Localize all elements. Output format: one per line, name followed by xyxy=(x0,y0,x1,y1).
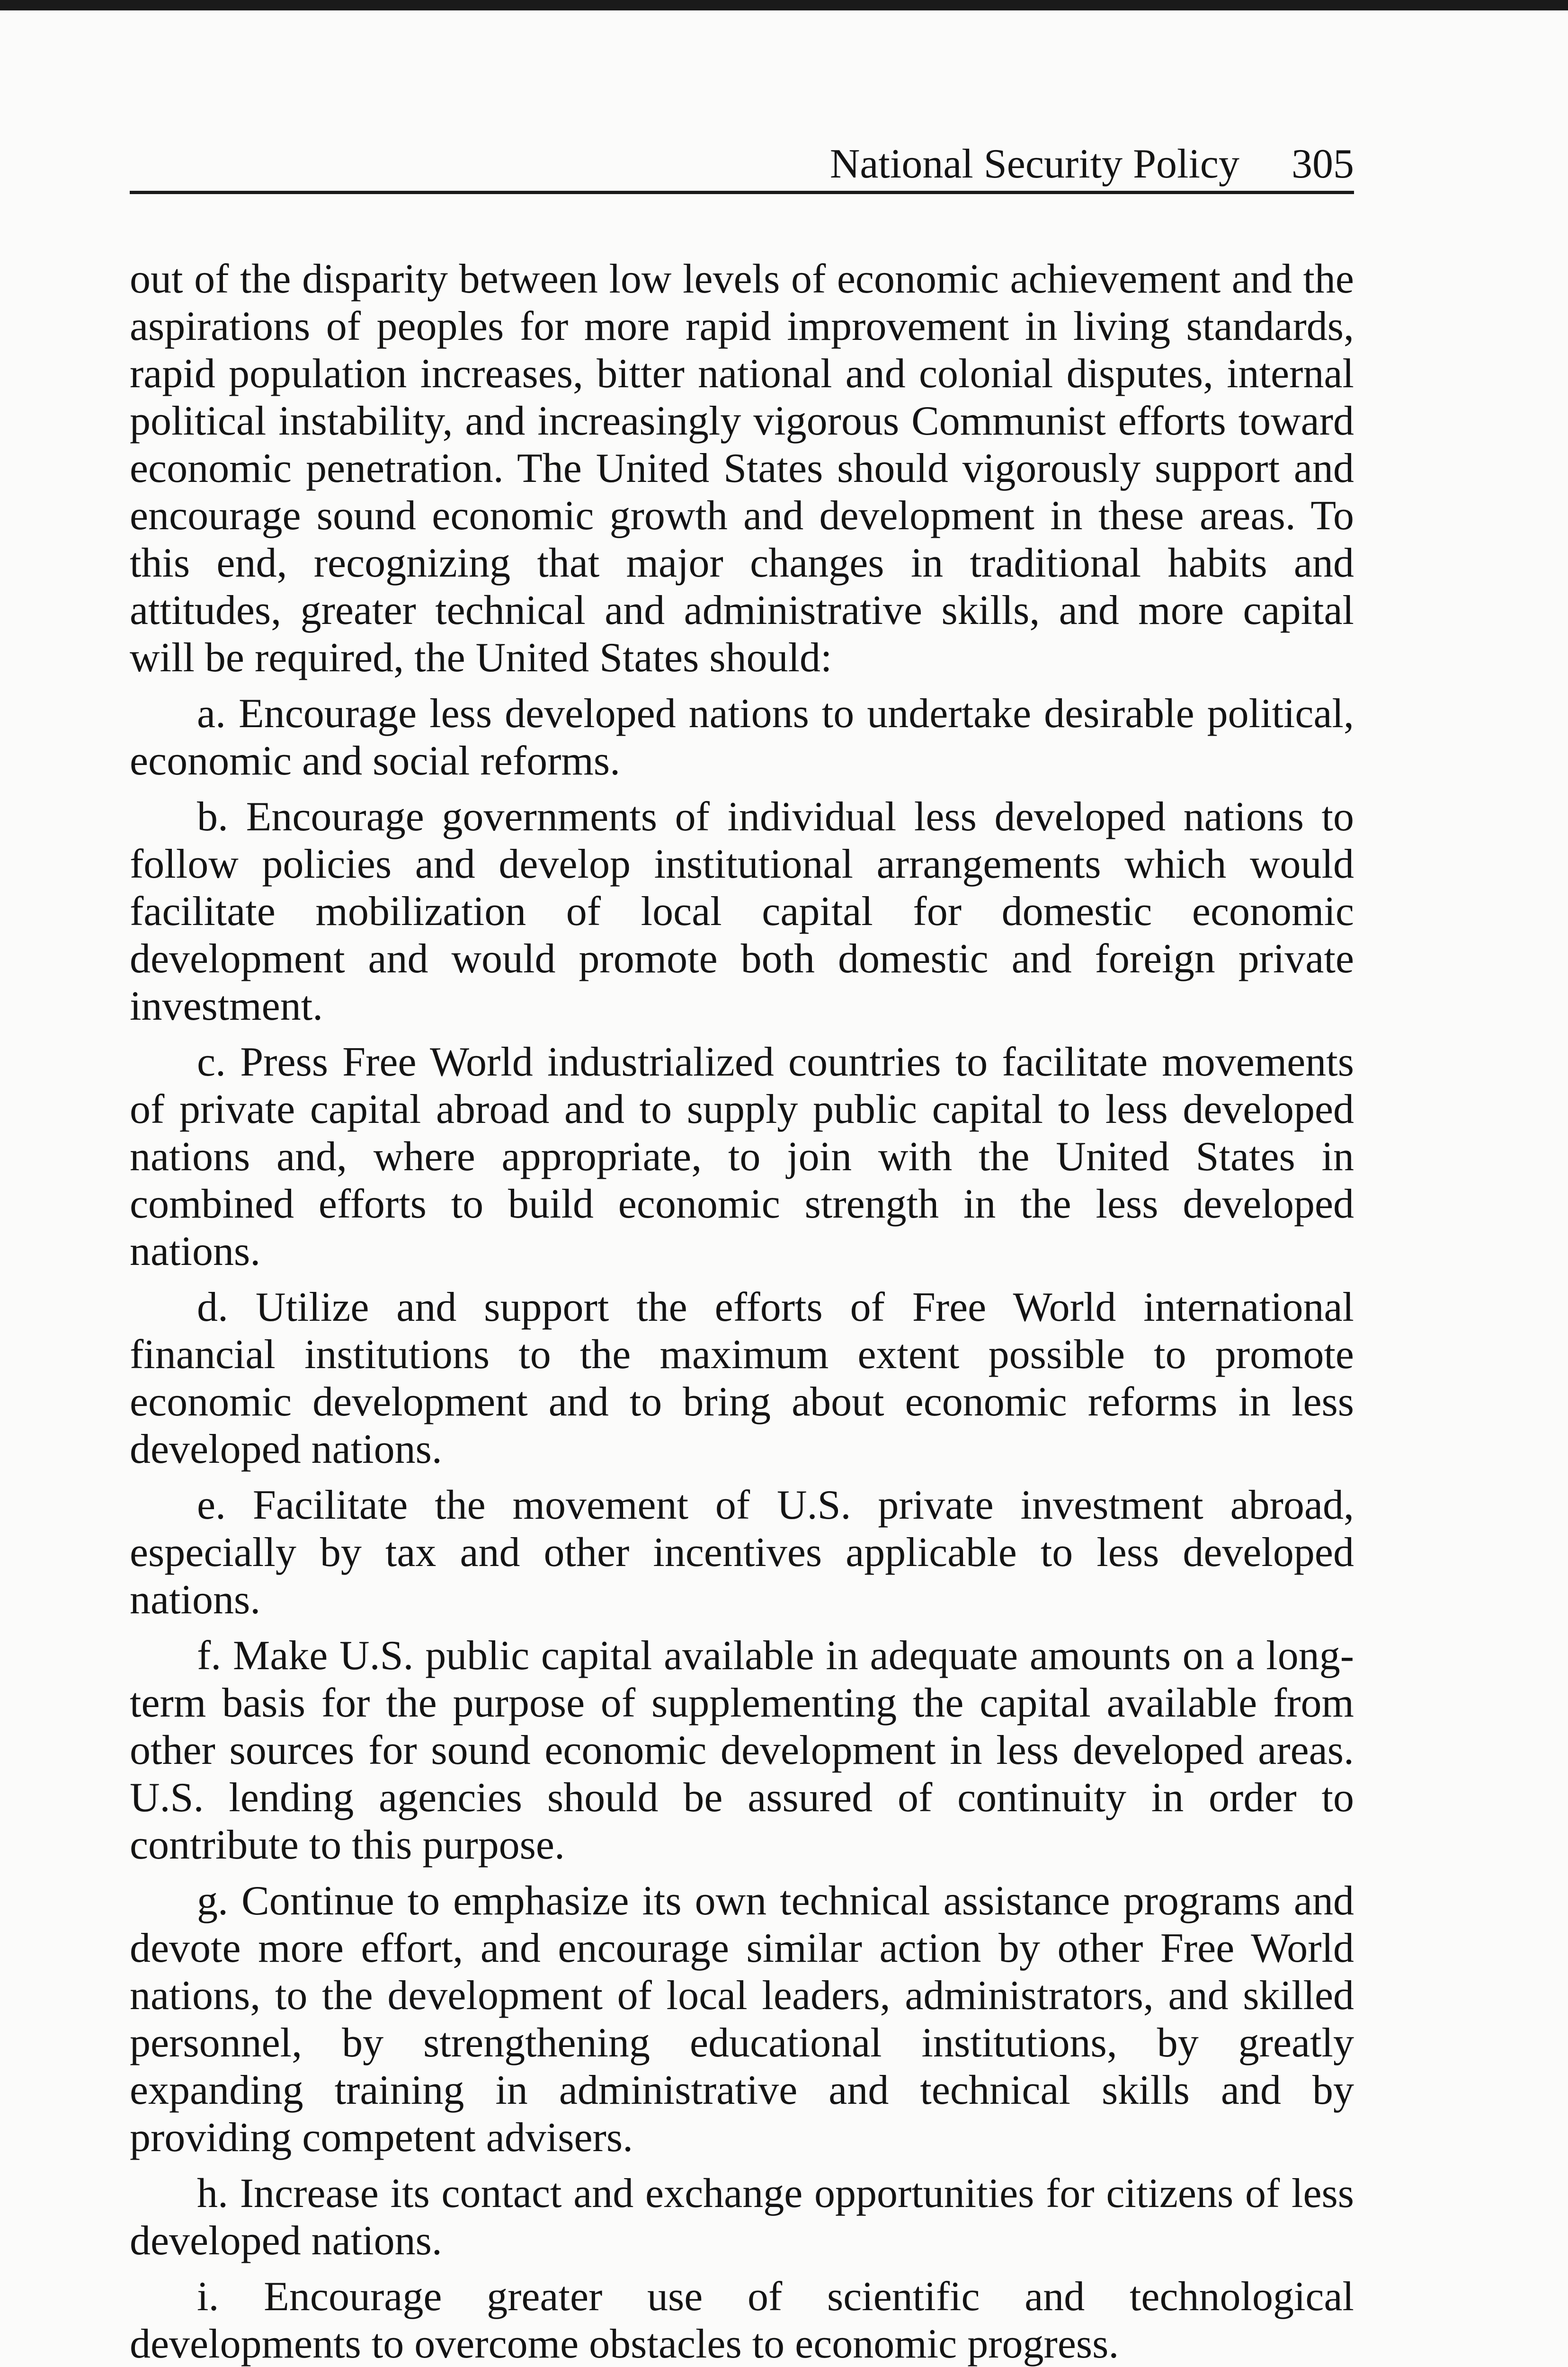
list-item-i: i. Encourage greater use of scientific and technological developments to overcome obstacles to economic progress. xyxy=(130,2274,1354,2367)
list-item-c: c. Press Free World industrialized countries to facilitate movements of private capital abroad and to supply public capital to less developed nations and, where appropriate, to join with the United States in combined efforts to build economic strength in the less developed nations. xyxy=(130,1039,1354,1274)
page-top-edge xyxy=(0,0,1568,10)
list-item-f: f. Make U.S. public capital available in adequate amounts on a long-term basis for the purpose of supplementing the capital available from other sources for sound economic development in less developed areas. U.S. lending agencies should be assured of continuity in order to contribute to this purpose. xyxy=(130,1633,1354,1868)
intro-paragraph: out of the disparity between low levels of economic achievement and the aspirations of peoples for more rapid improvement in living standards, rapid population increases, bitter national and colonial disputes, internal political instability, and increasingly vigorous Communist efforts toward economic penetration. The United States should vigorously support and encourage sound economic growth and development in these areas. To this end, recognizing that major changes in traditional habits and attitudes, greater technical and administrative skills, and more capital will be required, the United States should: xyxy=(130,256,1354,681)
page-number: 305 xyxy=(1292,141,1354,187)
body-text xyxy=(130,256,1354,2367)
list-item-a: a. Encourage less developed nations to undertake desirable political, economic and social reforms. xyxy=(130,691,1354,784)
list-item-h: h. Increase its contact and exchange opportunities for citizens of less developed nations. xyxy=(130,2171,1354,2264)
list-item-e: e. Facilitate the movement of U.S. private investment abroad, especially by tax and other incentives applicable to less developed nations. xyxy=(130,1482,1354,1623)
list-item-d: d. Utilize and support the efforts of Free World international financial institutions to the maximum extent possible to promote economic development and to bring about economic reforms in less developed nations. xyxy=(130,1284,1354,1472)
running-header xyxy=(130,138,1354,194)
list-item-b: b. Encourage governments of individual less developed nations to follow policies and develop institutional arrangements which would facilitate mobilization of local capital for domestic economic development and would promote both domestic and foreign private investment. xyxy=(130,794,1354,1029)
running-title: National Security Policy xyxy=(829,141,1239,187)
list-item-g: g. Continue to emphasize its own technical assistance programs and devote more effort, and encourage similar action by other Free World nations, to the development of local leaders, administrators, and skilled personnel, by strengthening educational institutions, by greatly expanding training in administrative and technical skills and by providing competent advisers. xyxy=(130,1878,1354,2161)
